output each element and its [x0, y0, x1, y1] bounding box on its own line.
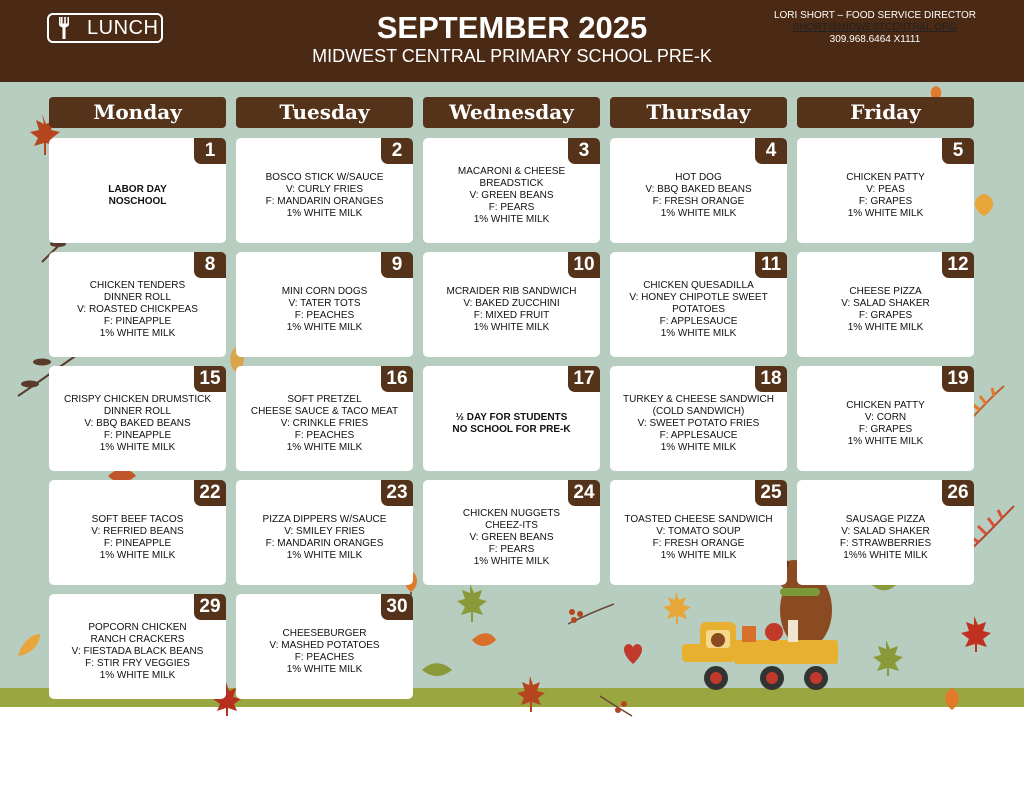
menu-line: 1% WHITE MILK	[99, 670, 176, 681]
menu-line: F: PINEAPPLE	[103, 316, 172, 327]
menu-line: V: CURLY FRIES	[285, 184, 364, 195]
menu-items	[797, 172, 974, 220]
menu-line: F: PEARS	[488, 202, 535, 213]
day-cell	[49, 366, 226, 471]
menu-line: POPCORN CHICKEN	[88, 622, 187, 633]
menu-line: F: GRAPES	[858, 424, 913, 435]
menu-line: 1% WHITE MILK	[473, 214, 550, 225]
menu-line: 1% WHITE MILK	[286, 208, 363, 219]
day-cell	[423, 138, 600, 243]
menu-items	[610, 514, 787, 562]
date-number: 29	[194, 594, 226, 620]
menu-line: ½ DAY FOR STUDENTS	[455, 412, 568, 423]
menu-line: 1% WHITE MILK	[473, 322, 550, 333]
menu-line: CHICKEN TENDERS	[89, 280, 186, 291]
menu-line: MCRAIDER RIB SANDWICH	[446, 286, 577, 297]
menu-line: F: PINEAPPLE	[103, 538, 172, 549]
date-number: 2	[381, 138, 413, 164]
date-number: 9	[381, 252, 413, 278]
day-header-tuesday: Tuesday	[236, 97, 413, 128]
menu-line: 1% WHITE MILK	[286, 664, 363, 675]
leaf-icon	[420, 660, 454, 680]
menu-line: CHICKEN QUESADILLA	[643, 280, 754, 291]
menu-line: 1% WHITE MILK	[99, 328, 176, 339]
menu-line: NO SCHOOL FOR PRE-K	[452, 424, 571, 435]
menu-line: F: STIR FRY VEGGIES	[85, 658, 190, 669]
menu-line: CHEESE SAUCE & TACO MEAT	[250, 406, 399, 417]
date-number: 5	[942, 138, 974, 164]
date-number: 3	[568, 138, 600, 164]
menu-line: 1% WHITE MILK	[847, 208, 924, 219]
menu-line: CHICKEN NUGGETS	[462, 508, 561, 519]
berry-branch-icon	[596, 690, 636, 720]
day-cell	[49, 594, 226, 699]
menu-line: V: SWEET POTATO FRIES	[637, 418, 760, 429]
date-number: 8	[194, 252, 226, 278]
menu-line: TURKEY & CHEESE SANDWICH	[623, 394, 774, 405]
menu-items	[49, 280, 226, 340]
day-header-friday: Friday	[797, 97, 974, 128]
menu-line: V: TATER TOTS	[288, 298, 361, 309]
menu-line: DINNER ROLL	[103, 292, 172, 303]
day-cell	[49, 138, 226, 243]
day-cell	[797, 138, 974, 243]
day-cell	[610, 138, 787, 243]
menu-line: CHEESEBURGER	[282, 628, 367, 639]
leaf-icon	[14, 630, 44, 660]
menu-line: V: CORN	[864, 412, 907, 423]
day-cell	[49, 252, 226, 357]
menu-line: SAUSAGE PIZZA	[845, 514, 926, 525]
menu-items	[797, 514, 974, 562]
maple-leaf-icon	[866, 636, 906, 676]
menu-line: POTATOES	[672, 304, 725, 315]
menu-items	[797, 400, 974, 448]
date-number: 22	[194, 480, 226, 506]
date-number: 25	[755, 480, 787, 506]
contact-phone: 309.968.6464 X1111	[829, 34, 921, 45]
menu-items	[423, 412, 600, 436]
header-banner	[0, 0, 1024, 82]
day-header-thursday: Thursday	[610, 97, 787, 128]
day-cell	[49, 480, 226, 585]
date-number: 15	[194, 366, 226, 392]
day-cell	[236, 366, 413, 471]
date-number: 23	[381, 480, 413, 506]
menu-line: 1% WHITE MILK	[847, 322, 924, 333]
menu-line: V: GREEN BEANS	[469, 532, 554, 543]
date-number: 30	[381, 594, 413, 620]
menu-line: F: FRESH ORANGE	[652, 538, 745, 549]
menu-items	[423, 286, 600, 334]
contact-name: LORI SHORT – FOOD SERVICE DIRECTOR	[773, 10, 977, 21]
menu-line: V: MASHED POTATOES	[269, 640, 380, 651]
menu-items	[423, 508, 600, 568]
menu-line: BOSCO STICK W/SAUCE	[265, 172, 384, 183]
menu-items	[610, 172, 787, 220]
day-cell	[236, 594, 413, 699]
date-number: 10	[568, 252, 600, 278]
contact-email-link[interactable]: SHORT@MIDWESTCENTRAL.ORG	[792, 22, 958, 33]
menu-line: V: SALAD SHAKER	[841, 298, 930, 309]
menu-line: V: SMILEY FRIES	[284, 526, 365, 537]
day-header-wednesday: Wednesday	[423, 97, 600, 128]
menu-line: F: STRAWBERRIES	[839, 538, 932, 549]
day-header-monday: Monday	[49, 97, 226, 128]
day-cell	[236, 138, 413, 243]
menu-line: F: PEARS	[488, 544, 535, 555]
menu-line: F: GRAPES	[858, 310, 913, 321]
menu-items	[49, 184, 226, 208]
menu-line: 1% WHITE MILK	[847, 436, 924, 447]
menu-line: 1% WHITE MILK	[286, 442, 363, 453]
day-cell	[610, 252, 787, 357]
menu-line: F: MANDARIN ORANGES	[265, 538, 384, 549]
menu-line: V: TOMATO SOUP	[656, 526, 741, 537]
day-cell	[236, 252, 413, 357]
menu-line: V: HONEY CHIPOTLE SWEET	[629, 292, 768, 303]
menu-line: MINI CORN DOGS	[281, 286, 368, 297]
menu-line: 1%% WHITE MILK	[843, 550, 928, 561]
date-number: 11	[755, 252, 787, 278]
menu-line: 1% WHITE MILK	[660, 208, 737, 219]
date-number: 19	[942, 366, 974, 392]
date-number: 24	[568, 480, 600, 506]
menu-line: V: PEAS	[866, 184, 905, 195]
menu-line: PIZZA DIPPERS W/SAUCE	[262, 514, 387, 525]
menu-line: V: GREEN BEANS	[469, 190, 554, 201]
menu-items	[236, 286, 413, 334]
menu-line: NOSCHOOL	[108, 196, 167, 207]
menu-items	[797, 286, 974, 334]
menu-items	[610, 394, 787, 454]
menu-line: V: ROASTED CHICKPEAS	[77, 304, 198, 315]
menu-line: SOFT BEEF TACOS	[91, 514, 184, 525]
menu-line: 1% WHITE MILK	[286, 550, 363, 561]
menu-line: 1% WHITE MILK	[286, 322, 363, 333]
menu-line: SOFT PRETZEL	[287, 394, 362, 405]
menu-line: V: REFRIED BEANS	[91, 526, 184, 537]
menu-line: F: PEACHES	[294, 310, 355, 321]
day-cell	[797, 480, 974, 585]
menu-line: HOT DOG	[675, 172, 722, 183]
menu-line: MACARONI & CHEESE	[457, 166, 566, 177]
day-cell	[423, 366, 600, 471]
menu-line: F: GRAPES	[858, 196, 913, 207]
menu-line: V: BAKED ZUCCHINI	[463, 298, 560, 309]
day-cell	[423, 252, 600, 357]
leaf-icon	[938, 686, 966, 712]
menu-line: CHICKEN PATTY	[846, 172, 925, 183]
day-cell	[236, 480, 413, 585]
menu-line: TOASTED CHEESE SANDWICH	[624, 514, 773, 525]
menu-line: V: CRINKLE FRIES	[280, 418, 369, 429]
logo-text: LUNCH	[87, 16, 159, 39]
menu-items	[423, 166, 600, 226]
menu-items	[49, 514, 226, 562]
date-number: 26	[942, 480, 974, 506]
leaf-icon	[470, 630, 498, 650]
menu-line: CHICKEN PATTY	[846, 400, 925, 411]
menu-line: V: FIESTADA BLACK BEANS	[71, 646, 204, 657]
menu-line: CHEEZ-ITS	[485, 520, 538, 531]
menu-line: 1% WHITE MILK	[99, 550, 176, 561]
menu-items	[49, 622, 226, 682]
date-number: 18	[755, 366, 787, 392]
date-number: 1	[194, 138, 226, 164]
menu-items	[236, 628, 413, 676]
menu-line: 1% WHITE MILK	[99, 442, 176, 453]
contact-block	[770, 10, 980, 46]
heart-leaf-icon	[620, 640, 646, 666]
menu-line: F: PEACHES	[294, 430, 355, 441]
maple-leaf-icon	[512, 672, 548, 712]
maple-leaf-icon	[450, 580, 490, 624]
date-number: 16	[381, 366, 413, 392]
day-cell	[423, 480, 600, 585]
menu-line: V: BBQ BAKED BEANS	[645, 184, 752, 195]
menu-line: F: APPLESAUCE	[659, 430, 738, 441]
menu-items	[236, 394, 413, 454]
menu-line: V: SALAD SHAKER	[841, 526, 930, 537]
menu-line: CHEESE PIZZA	[849, 286, 922, 297]
menu-line: (COLD SANDWICH)	[652, 406, 745, 417]
menu-items	[610, 280, 787, 340]
menu-items	[236, 514, 413, 562]
page-title: SEPTEMBER 2025	[376, 10, 648, 45]
menu-items	[49, 394, 226, 454]
maple-leaf-icon	[954, 612, 994, 652]
menu-line: 1% WHITE MILK	[660, 328, 737, 339]
menu-line: RANCH CRACKERS	[90, 634, 185, 645]
menu-line: F: PINEAPPLE	[103, 430, 172, 441]
menu-line: CRISPY CHICKEN DRUMSTICK	[63, 394, 212, 405]
berry-branch-icon	[564, 600, 618, 630]
day-cell	[610, 480, 787, 585]
menu-line: F: APPLESAUCE	[659, 316, 738, 327]
menu-line: F: MIXED FRUIT	[473, 310, 550, 321]
date-number: 17	[568, 366, 600, 392]
menu-line: 1% WHITE MILK	[660, 442, 737, 453]
menu-line: BREADSTICK	[479, 178, 544, 189]
menu-line: F: FRESH ORANGE	[652, 196, 745, 207]
menu-line: F: PEACHES	[294, 652, 355, 663]
menu-line: 1% WHITE MILK	[660, 550, 737, 561]
menu-line: LABOR DAY	[108, 184, 167, 195]
menu-line: V: BBQ BAKED BEANS	[84, 418, 191, 429]
menu-items	[236, 172, 413, 220]
date-number: 12	[942, 252, 974, 278]
school-name: MIDWEST CENTRAL PRIMARY SCHOOL PRE-K	[312, 46, 712, 66]
menu-line: 1% WHITE MILK	[473, 556, 550, 567]
day-cell	[797, 252, 974, 357]
menu-line: DINNER ROLL	[103, 406, 172, 417]
day-cell	[797, 366, 974, 471]
day-cell	[610, 366, 787, 471]
date-number: 4	[755, 138, 787, 164]
menu-line: F: MANDARIN ORANGES	[265, 196, 384, 207]
